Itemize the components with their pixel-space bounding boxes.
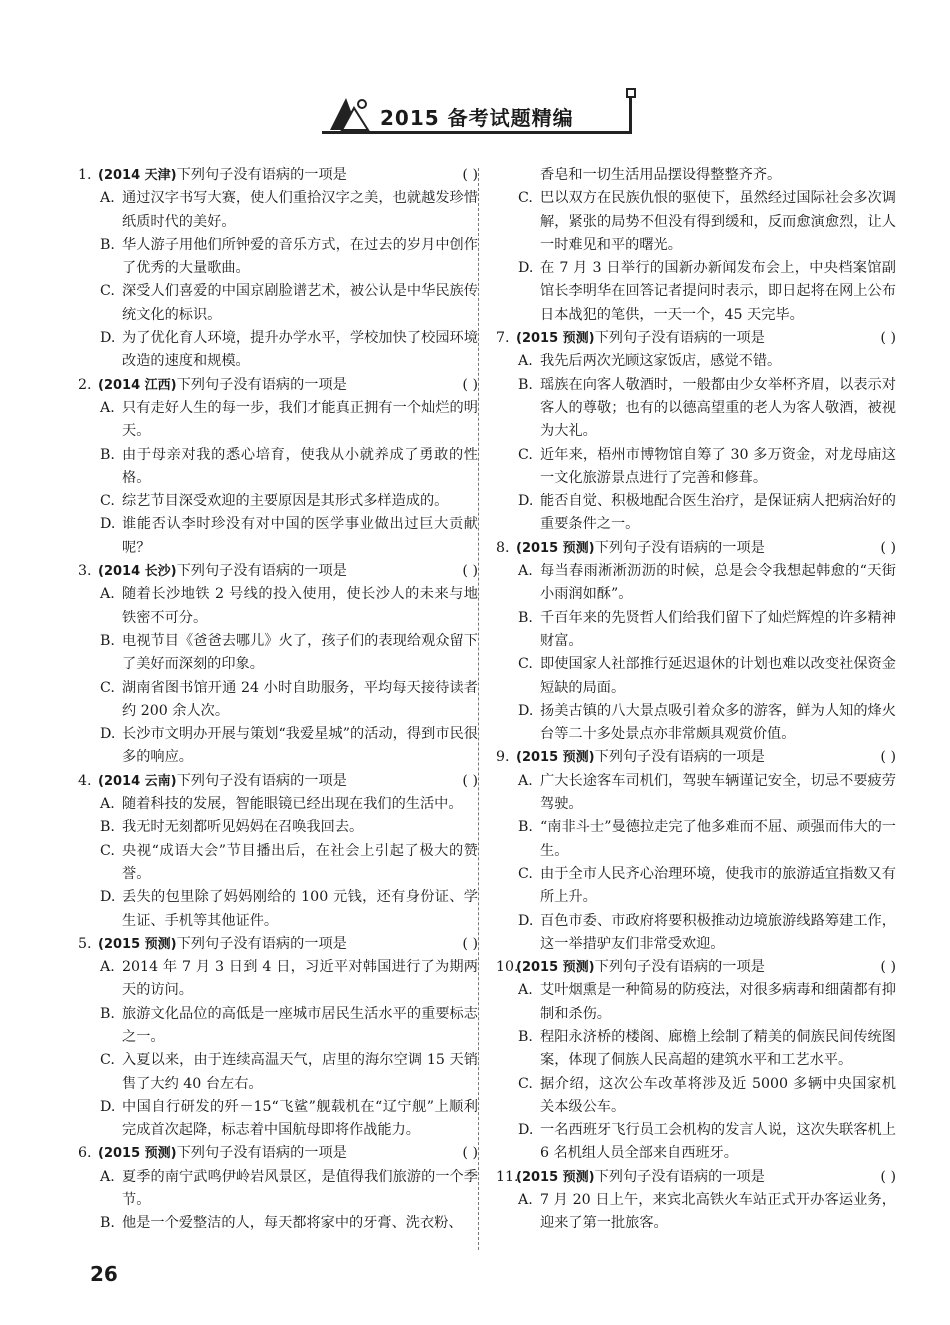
answer-parentheses: ( ) xyxy=(462,167,478,183)
answer-parentheses: ( ) xyxy=(462,772,478,789)
question-stem xyxy=(78,1142,478,1165)
right-column xyxy=(496,164,896,1236)
option-letter: A. xyxy=(518,1192,533,1209)
option-text: 入夏以来，由于连续高温天气，店里的海尔空调 15 天销售了大约 40 台左右。 xyxy=(122,1052,478,1092)
answer-option xyxy=(496,1026,896,1073)
answer-option xyxy=(496,374,896,444)
question-stem-body xyxy=(98,1142,478,1165)
option-text: 能否自觉、积极地配合医生治疗，是保证病人把病治好的重要条件之一。 xyxy=(540,493,896,533)
option-letter: A. xyxy=(100,586,115,603)
option-letter: D. xyxy=(518,912,534,929)
option-letter: C. xyxy=(518,656,533,673)
question-stem xyxy=(496,746,896,769)
option-letter: B. xyxy=(518,376,533,393)
answer-option xyxy=(496,863,896,910)
option-text: 他是一个爱整洁的人，每天都将家中的牙膏、洗衣粉、 xyxy=(122,1215,463,1232)
answer-option xyxy=(78,630,478,677)
question-source: (2014 天津) xyxy=(98,168,177,183)
question-number: 5. xyxy=(78,935,92,952)
question-source: (2014 长沙) xyxy=(98,564,177,580)
question-stem-text xyxy=(98,374,418,397)
option-text: 我无时无刻都听见妈妈在召唤我回去。 xyxy=(122,819,364,836)
option-text: 7 月 20 日上午，来宾北高铁火车站正式开办客运业务，迎来了第一批旅客。 xyxy=(540,1192,896,1232)
answer-option xyxy=(78,840,478,887)
question-item xyxy=(496,956,896,1166)
question-prompt: 下列句子没有语病的一项是 xyxy=(594,330,765,347)
answer-option xyxy=(78,1166,478,1213)
answer-option xyxy=(78,886,478,933)
answer-option xyxy=(496,560,896,607)
question-prompt: 下列句子没有语病的一项是 xyxy=(594,959,765,976)
answer-option xyxy=(78,1003,478,1050)
option-text: 旅游文化品位的高低是一座城市居民生活水平的重要标志之一。 xyxy=(122,1005,478,1045)
question-item xyxy=(496,1166,896,1236)
question-stem-text xyxy=(98,560,418,583)
question-source: (2015 预测) xyxy=(516,750,595,766)
option-text: 千百年来的先贤哲人们给我们留下了灿烂辉煌的许多精神财富。 xyxy=(540,609,896,649)
question-stem-text xyxy=(516,327,836,350)
option-text: 广大长途客车司机们，驾驶车辆谨记安全，切忌不要疲劳驾驶。 xyxy=(540,772,896,813)
answer-option xyxy=(496,350,896,373)
option-text: 由于全市人民齐心治理环境，使我市的旅游适宜指数又有所上升。 xyxy=(540,865,896,906)
option-text: 扬美古镇的八大景点吸引着众多的游客，鲜为人知的烽火台等二十多处景点亦非常颇具观赏价值。 xyxy=(540,702,896,743)
option-text: 中国自行研发的歼－15“飞鲨”舰载机在“辽宁舰”上顺利完成首次起降，标志着中国航母即将作战能力。 xyxy=(122,1098,478,1139)
option-letter: A. xyxy=(518,772,533,789)
question-stem xyxy=(496,956,896,979)
question-item xyxy=(496,537,896,747)
question-prompt: 下列句子没有语病的一项是 xyxy=(176,772,347,789)
question-stem-text xyxy=(516,746,836,769)
answer-option xyxy=(78,816,478,839)
option-text: “南非斗士”曼德拉走完了他多难而不屈、顽强而伟大的一生。 xyxy=(540,819,896,859)
question-stem xyxy=(496,327,896,350)
option-text: 综艺节目深受欢迎的主要原因是其形式多样造成的。 xyxy=(122,493,449,510)
question-prompt: 下列句子没有语病的一项是 xyxy=(176,167,347,183)
option-letter: B. xyxy=(100,1005,115,1022)
option-letter: D. xyxy=(100,726,116,743)
answer-option xyxy=(496,979,896,1026)
answer-option xyxy=(496,653,896,700)
answer-option xyxy=(78,1096,478,1143)
option-letter: C. xyxy=(100,679,115,696)
question-stem-body xyxy=(516,1166,896,1189)
question-number: 8. xyxy=(496,539,510,556)
answer-parentheses: ( ) xyxy=(880,1168,896,1185)
question-stem xyxy=(78,374,478,397)
answer-option xyxy=(496,770,896,817)
question-number: 7. xyxy=(496,330,510,347)
question-item xyxy=(78,1142,478,1235)
option-letter: D. xyxy=(518,702,534,719)
option-text: 夏季的南宁武鸣伊岭岩风景区，是值得我们旅游的一个季节。 xyxy=(122,1168,478,1209)
question-stem xyxy=(78,933,478,956)
option-letter: B. xyxy=(100,819,115,836)
answer-option xyxy=(496,1189,896,1236)
question-number: 4. xyxy=(78,772,92,789)
answer-option xyxy=(78,583,478,630)
question-stem-text xyxy=(516,956,836,979)
question-number: 10. xyxy=(496,959,519,976)
question-source: (2014 云南) xyxy=(98,773,177,789)
answer-option xyxy=(78,280,478,327)
question-number: 9. xyxy=(496,749,510,766)
answer-option xyxy=(496,257,896,327)
option-text: 一名西班牙飞行员工会机构的发言人说，这次失联客机上 6 名机组人员全部来自西班牙。 xyxy=(540,1122,896,1162)
option-letter: A. xyxy=(518,563,533,580)
question-prompt: 下列句子没有语病的一项是 xyxy=(176,563,347,580)
option-letter: C. xyxy=(518,190,533,207)
question-stem xyxy=(496,537,896,560)
answer-parentheses: ( ) xyxy=(462,563,478,580)
page-title: 2015 备考试题精编 xyxy=(380,106,574,130)
option-letter: C. xyxy=(100,493,115,510)
question-item xyxy=(496,327,896,537)
answer-option xyxy=(78,793,478,816)
option-letter: A. xyxy=(100,399,115,416)
option-text: 由于母亲对我的悉心培育，使我从小就养成了勇敢的性格。 xyxy=(122,446,478,486)
option-text: 百色市委、市政府将要积极推动边境旅游线路筹建工作，这一举措驴友们非常受欢迎。 xyxy=(540,912,896,952)
question-source: (2015 预测) xyxy=(516,960,595,976)
question-item xyxy=(78,560,478,770)
option-letter: D. xyxy=(518,260,534,277)
option-letter: C. xyxy=(100,1052,115,1069)
question-stem xyxy=(78,770,478,793)
option-letter: B. xyxy=(100,236,115,253)
question-prompt: 下列句子没有语病的一项是 xyxy=(594,539,765,556)
answer-parentheses: ( ) xyxy=(462,1145,478,1162)
option-letter: A. xyxy=(100,1168,115,1185)
question-stem-text xyxy=(516,1166,836,1189)
option-letter: C. xyxy=(100,283,115,300)
question-item xyxy=(496,746,896,956)
answer-option xyxy=(78,234,478,281)
question-item xyxy=(78,770,478,933)
option-text: 2014 年 7 月 3 日到 4 日，习近平对韩国进行了为期两天的访问。 xyxy=(122,959,478,999)
option-letter: B. xyxy=(518,1028,533,1045)
question-stem-body xyxy=(98,560,478,583)
answer-option xyxy=(496,444,896,491)
option-letter: C. xyxy=(518,1075,533,1092)
option-text: 谁能否认李时珍没有对中国的医学事业做出过巨大贡献呢？ xyxy=(122,516,478,556)
question-stem-body xyxy=(516,327,896,350)
option-letter: A. xyxy=(518,353,533,370)
option-text: 随着长沙地铁 2 号线的投入使用，使长沙人的未来与地铁密不可分。 xyxy=(122,586,478,626)
option-text: 程阳永济桥的楼阁、廊檐上绘制了精美的侗族民间传统图案，体现了侗族人民高超的建筑水平和工艺水平。 xyxy=(540,1028,896,1069)
question-number: 1. xyxy=(78,167,92,183)
option-letter: B. xyxy=(518,819,533,836)
column-divider xyxy=(478,168,479,1250)
option-text: 即使国家人社部推行延迟退休的计划也难以改变社保资金短缺的局面。 xyxy=(540,656,896,696)
question-stem-text xyxy=(98,933,418,956)
option-letter: D. xyxy=(100,516,116,533)
option-letter: D. xyxy=(518,493,534,510)
question-stem xyxy=(496,1166,896,1189)
answer-option xyxy=(78,490,478,513)
question-prompt: 下列句子没有语病的一项是 xyxy=(176,1145,347,1162)
option-text: 湖南省图书馆开通 24 小时自助服务，平均每天接待读者约 200 余人次。 xyxy=(122,679,478,719)
question-number: 11. xyxy=(496,1168,519,1185)
answer-option xyxy=(78,513,478,560)
answer-parentheses: ( ) xyxy=(880,330,896,347)
question-source: (2015 预测) xyxy=(516,1169,595,1185)
answer-parentheses: ( ) xyxy=(880,749,896,766)
answer-option xyxy=(78,444,478,491)
option-text: 长沙市文明办开展与策划“我爱星城”的活动，得到市民很多的响应。 xyxy=(122,726,478,766)
option-letter: A. xyxy=(518,982,533,999)
option-letter: D. xyxy=(100,330,116,347)
option-letter: B. xyxy=(100,1215,115,1232)
question-stem-body xyxy=(98,933,478,956)
answer-parentheses: ( ) xyxy=(880,539,896,556)
option-text: 央视“成语大会”节目播出后，在社会上引起了极大的赞誉。 xyxy=(122,842,478,882)
question-source: (2015 预测) xyxy=(98,1146,177,1162)
question-number: 3. xyxy=(78,563,92,580)
question-stem-body xyxy=(516,537,896,560)
question-stem-body xyxy=(98,374,478,397)
answer-option xyxy=(78,956,478,1003)
option-text: 巴以双方在民族仇恨的驱使下，虽然经过国际社会多次调解，紧张的局势不但没有得到缓和，反而愈演愈烈，让人一时难见和平的曙光。 xyxy=(540,190,896,253)
option-text: 电视节目《爸爸去哪儿》火了，孩子们的表现给观众留下了美好而深刻的印象。 xyxy=(122,632,478,673)
option-text: 瑶族在向客人敬酒时，一般都由少女举杯齐眉，以表示对客人的尊敬；也有的以德高望重的老人为客人敬酒，被视为大礼。 xyxy=(540,376,896,440)
question-stem-text xyxy=(98,770,418,793)
option-letter: A. xyxy=(100,796,115,813)
option-text: 我先后两次光顾这家饭店，感觉不错。 xyxy=(540,353,782,370)
question-item xyxy=(78,374,478,560)
option-letter: B. xyxy=(100,632,115,649)
option-text: 通过汉字书写大赛，使人们重拾汉字之美，也就越发珍惜纸质时代的美好。 xyxy=(122,190,478,230)
question-source: (2015 预测) xyxy=(516,540,595,556)
option-text: 深受人们喜爱的中国京剧脸谱艺术，被公认是中华民族传统文化的标识。 xyxy=(122,283,478,323)
question-stem-body xyxy=(516,956,896,979)
answer-option xyxy=(496,490,896,537)
answer-option xyxy=(78,677,478,724)
question-prompt: 下列句子没有语病的一项是 xyxy=(594,1168,765,1185)
question-source: (2015 预测) xyxy=(98,936,177,952)
answer-option xyxy=(78,327,478,374)
continuation-text: 香皂和一切生活用品摆设得整整齐齐。 xyxy=(540,167,782,183)
option-letter: D. xyxy=(100,1098,116,1115)
answer-option xyxy=(496,816,896,863)
option-text: 丢失的包里除了妈妈刚给的 100 元钱，还有身份证、学生证、手机等其他证件。 xyxy=(122,889,478,929)
question-stem-text xyxy=(98,164,418,187)
question-number: 2. xyxy=(78,376,92,393)
answer-option xyxy=(496,910,896,957)
header-corner-dot xyxy=(626,88,636,98)
option-letter: A. xyxy=(100,959,115,976)
question-item xyxy=(496,187,896,327)
option-letter: C. xyxy=(100,842,115,859)
option-letter: D. xyxy=(518,1122,534,1139)
question-prompt: 下列句子没有语病的一项是 xyxy=(594,749,765,766)
question-item xyxy=(78,933,478,1143)
question-stem-body xyxy=(98,770,478,793)
option-letter: B. xyxy=(518,609,533,626)
option-text: 在 7 月 3 日举行的国新办新闻发布会上，中央档案馆副馆长李明华在回答记者提问时表示，即日起将在网上公布日本战犯的笔供，一天一个，45 天完毕。 xyxy=(540,260,896,323)
option-text: 近年来，梧州市博物馆自筹了 30 多万资金，对龙母庙这一文化旅游景点进行了完善和修葺。 xyxy=(540,446,896,486)
option-text: 每当春雨淅淅沥沥的时候，总是会令我想起韩愈的“天街小雨润如酥”。 xyxy=(540,563,896,603)
question-stem-body xyxy=(98,164,478,187)
option-text: 据介绍，这次公车改革将涉及近 5000 多辆中央国家机关本级公车。 xyxy=(540,1075,896,1115)
option-text: 艾叶烟熏是一种简易的防疫法，对很多病毒和细菌都有抑制和杀伤。 xyxy=(540,982,896,1022)
section-header xyxy=(322,92,640,138)
option-letter: A. xyxy=(100,190,115,207)
question-stem-text xyxy=(516,537,836,560)
answer-option xyxy=(496,700,896,747)
option-text: 只有走好人生的每一步，我们才能真正拥有一个灿烂的明天。 xyxy=(122,399,478,440)
page-number: 26 xyxy=(90,1262,118,1286)
answer-parentheses: ( ) xyxy=(462,935,478,952)
option-text: 随着科技的发展，智能眼镜已经出现在我们的生活中。 xyxy=(122,796,463,813)
question-source: (2014 江西) xyxy=(98,377,177,393)
option-letter: B. xyxy=(100,446,115,463)
answer-option xyxy=(78,187,478,234)
answer-option xyxy=(496,1119,896,1166)
option-letter: C. xyxy=(518,865,533,882)
answer-option xyxy=(78,723,478,770)
left-column xyxy=(78,164,478,1236)
question-number: 6. xyxy=(78,1145,92,1162)
answer-parentheses: ( ) xyxy=(462,376,478,393)
question-prompt: 下列句子没有语病的一项是 xyxy=(176,935,347,952)
question-stem-text xyxy=(98,1142,418,1165)
option-letter: C. xyxy=(518,446,533,463)
answer-option xyxy=(78,1049,478,1096)
answer-option xyxy=(496,607,896,654)
question-prompt: 下列句子没有语病的一项是 xyxy=(176,376,347,393)
answer-option xyxy=(78,397,478,444)
option-text: 华人游子用他们所钟爱的音乐方式，在过去的岁月中创作了优秀的大量歌曲。 xyxy=(122,236,478,277)
answer-parentheses: ( ) xyxy=(880,959,896,976)
question-item xyxy=(78,164,478,374)
answer-option xyxy=(496,187,896,257)
answer-option xyxy=(496,1073,896,1120)
option-text: 为了优化育人环境，提升办学水平，学校加快了校园环境改造的速度和规模。 xyxy=(122,330,478,370)
question-stem xyxy=(78,164,478,187)
answer-option xyxy=(78,1212,478,1235)
question-stem-body xyxy=(516,746,896,769)
question-source: (2015 预测) xyxy=(516,331,595,347)
option-letter: D. xyxy=(100,889,116,906)
question-stem xyxy=(78,560,478,583)
